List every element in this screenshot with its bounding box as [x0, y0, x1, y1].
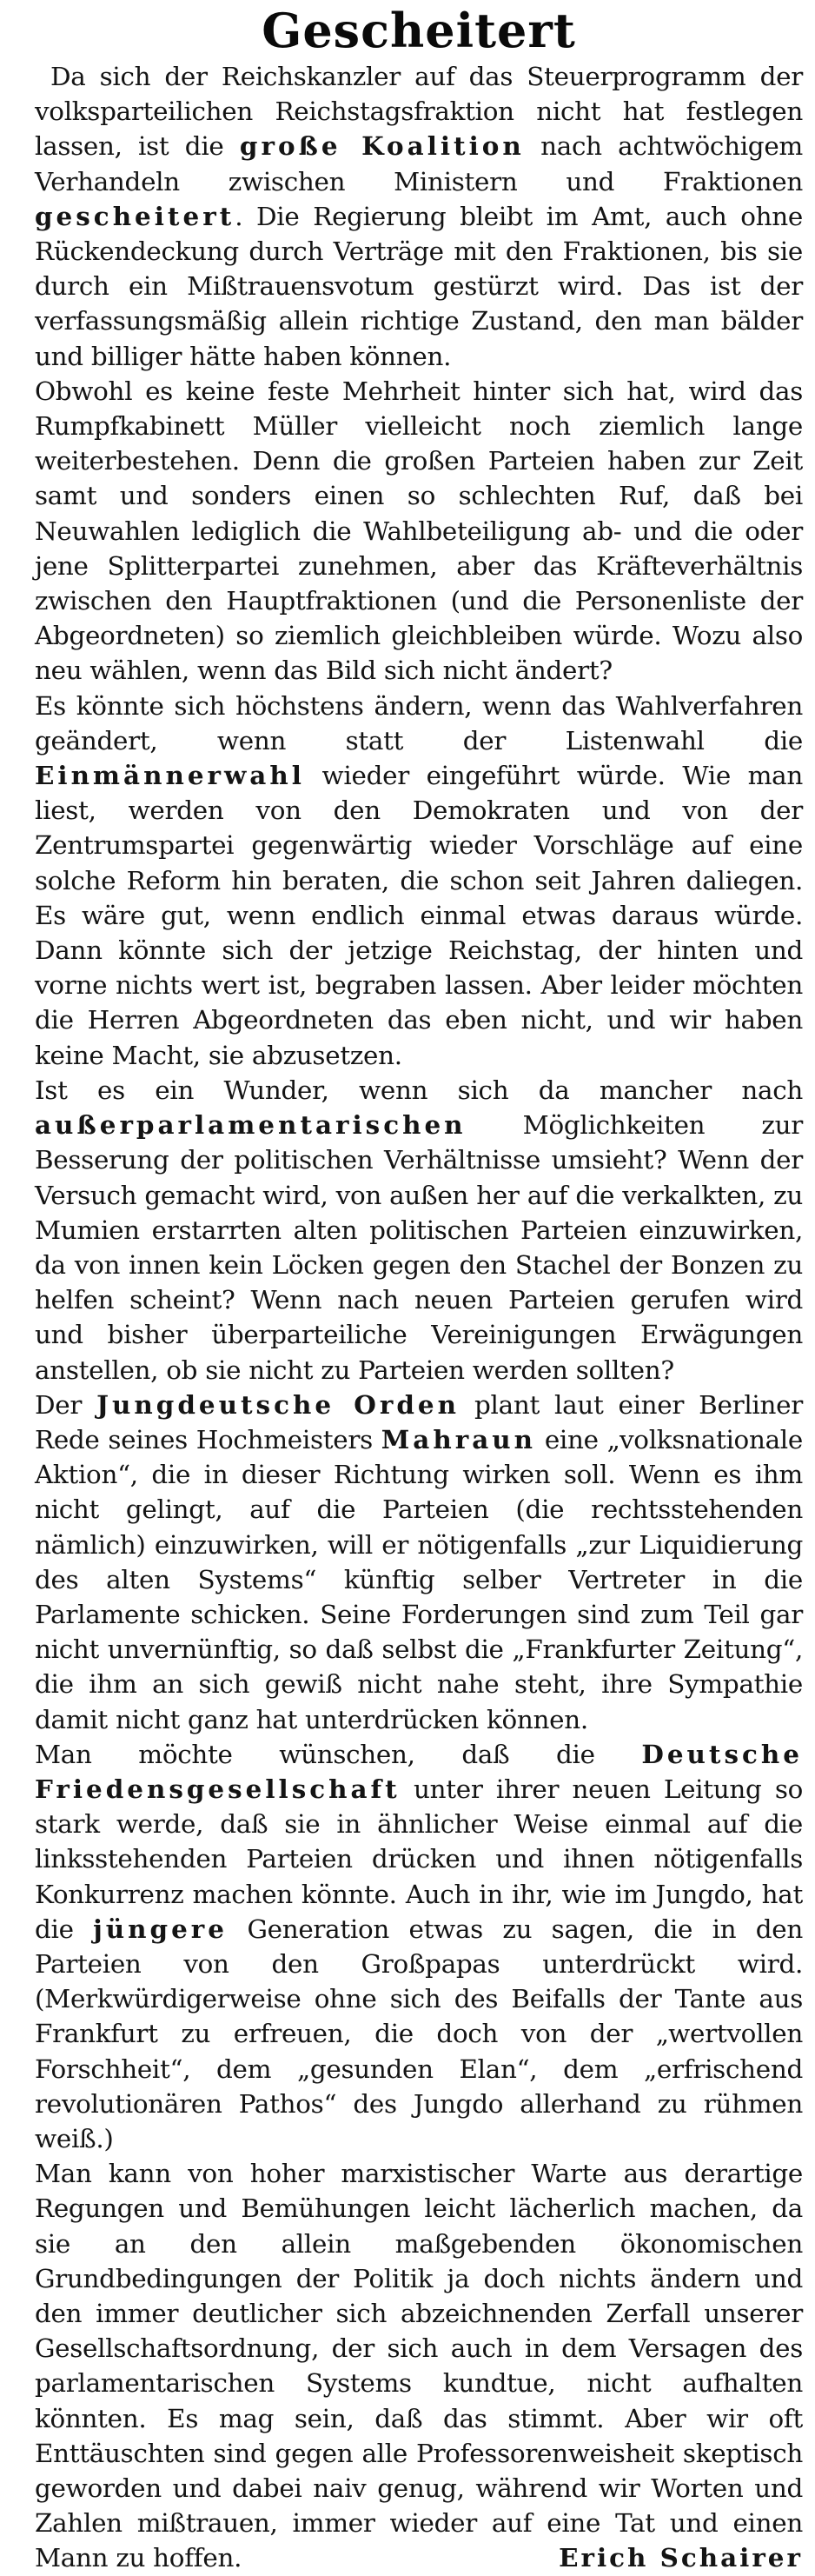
text-run: Der [35, 1389, 97, 1420]
text-run: Ist es ein Wunder, wenn sich da mancher nach [35, 1075, 803, 1105]
author-signature: Erich Schairer [559, 2542, 803, 2573]
text-run: Man möchte wünschen, daß die [35, 1739, 642, 1769]
text-run: . Die Regierung bleibt im Amt, auch ohne Rückendeckung durch Verträge mit den Fraktionen, bis sie durch ein Mißtrauensvotum gestürzt wird. Das ist der verfassungsmäßig allein richtige Zustand, den man bälder und billiger hätte haben können. [35, 201, 803, 371]
headline: Gescheitert [262, 3, 576, 58]
spaced-emphasis: Jungdeutsche Orden [96, 1388, 460, 1420]
text-run: nach achtwöchigem Verhandeln zwischen Ministern und Fraktionen [35, 131, 803, 196]
spaced-emphasis: jüngere [93, 1913, 228, 1944]
text-run: Man kann von hoher marxistischer Warte aus derartige Regungen und Bemühungen leicht lächerlich machen, da sie an den allein maßgebenden ökonomischen Grundbedingungen der Politik ja doch nichts ändern und den immer deutlicher sich abzeichnenden Zerfall unserer Gesellschaftsordnung, der sich auch in dem Versagen des parlamentarischen Systems kundtue, nicht aufhalten könnten. Es mag sein, daß das stimmt. Aber wir oft Enttäuschten sind gegen alle Professorenweisheit skeptisch geworden und dabei naiv genug, während wir Worten und Zahlen mißtrauen, immer wieder auf eine Tat und einen Mann zu hoffen. [35, 2159, 803, 2573]
article-body [35, 59, 803, 2576]
text-run: plant laut einer Berliner Rede seines Hochmeisters [35, 1389, 803, 1454]
spaced-emphasis: Deutsche Friedensgesellschaft [35, 1738, 803, 1804]
spaced-emphasis: Einmännerwahl [35, 760, 305, 791]
article-paragraph [35, 689, 803, 1073]
spaced-emphasis: Mahraun [381, 1423, 536, 1454]
text-run: Möglichkeiten zur Besserung der politischen Verhältnisse umsieht? Wenn der Versuch gemacht wird, von außen her auf die verkalkten, zu Mumien erstarrten alten politischen Parteien einzuwirken, da von innen kein Löcken gegen den Stachel der Bonzen zu helfen scheint? Wenn nach neuen Parteien gerufen wird und bisher überparteiliche Vereinigungen Erwägungen anstellen, ob sie nicht zu Parteien werden sollten? [35, 1110, 803, 1385]
text-run: Es könnte sich höchstens ändern, wenn das Wahlverfahren geändert, wenn statt der Listenwahl die [35, 690, 803, 755]
text-run: Obwohl es keine feste Mehrheit hinter sich hat, wird das Rumpfkabinett Müller vielleicht noch ziemlich lange weiterbestehen. Denn die großen Parteien haben zur Zeit samt und sonders einen so schlechten Ruf, daß bei Neuwahlen lediglich die Wahlbeteiligung ab- und die oder jene Splitterpartei zunehmen, aber das Kräfteverhältnis zwischen den Hauptfraktionen (und die Personenliste der Abgeordneten) so ziemlich gleichbleiben würde. Wozu also neu wählen, wenn das Bild sich nicht ändert? [35, 376, 803, 686]
text-run: wieder eingeführt würde. Wie man liest, werden von den Demokraten und von der Zentrumspartei gegenwärtig wieder Vorschläge auf eine solche Reform hin beraten, die schon seit Jahren daliegen. Es wäre gut, wenn endlich einmal etwas daraus würde. Dann könnte sich der jetzige Reichstag, der hinten und vorne nichts wert ist, begraben lassen. Aber leider möchten die Herren Abgeordneten das eben nicht, und wir haben keine Macht, sie abzusetzen. [35, 761, 803, 1070]
text-run: unter ihrer neuen Leitung so stark werde, daß sie in ähnlicher Weise einmal auf die linksstehenden Parteien drücken und ihnen nötigenfalls Konkurrenz machen könnte. Auch in ihr, wie im Jungdo, hat die [35, 1774, 803, 1944]
text-run: eine „volksnationale Aktion“, die in dieser Richtung wirken soll. Wenn es ihm nicht gelingt, auf die Parteien (die rechtsstehenden nämlich) einzuwirken, will er nötigenfalls „zur Liquidierung des alten Systems“ künftig selber Vertreter in die Parlamente schicken. Seine Forderungen sind zum Teil gar nicht unvernünftig, so daß selbst die „Frankfurter Zeitung“, die ihm an sich gewiß nicht nahe steht, ihre Sympathie damit nicht ganz hat unterdrücken können. [35, 1424, 803, 1734]
spaced-emphasis: große Koalition [239, 130, 525, 162]
spaced-emphasis: außerparlamentarischen [35, 1109, 467, 1141]
article-paragraph [35, 1388, 803, 1737]
article-paragraph [35, 59, 803, 374]
article-paragraph [35, 2156, 803, 2575]
text-run: Da sich der Reichskanzler auf das Steuerprogramm der volksparteilichen Reichstagsfraktion nicht hat festlegen lassen, ist die [35, 62, 803, 162]
article-paragraph [35, 1737, 803, 2156]
article-paragraph [35, 1073, 803, 1388]
spaced-emphasis: gescheitert [35, 200, 235, 231]
text-run: Generation etwas zu sagen, die in den Parteien von den Großpapas unterdrückt wird. (Merkwürdigerweise ohne sich des Beifalls der Tante aus Frankfurt zu erfreuen, die doch von der „wertvollen Forschheit“, dem „gesunden Elan“, dem „erfrischend revolutionären Pathos“ des Jungdo allerhand zu rühmen weiß.) [35, 1914, 804, 2153]
article-paragraph [35, 374, 803, 689]
